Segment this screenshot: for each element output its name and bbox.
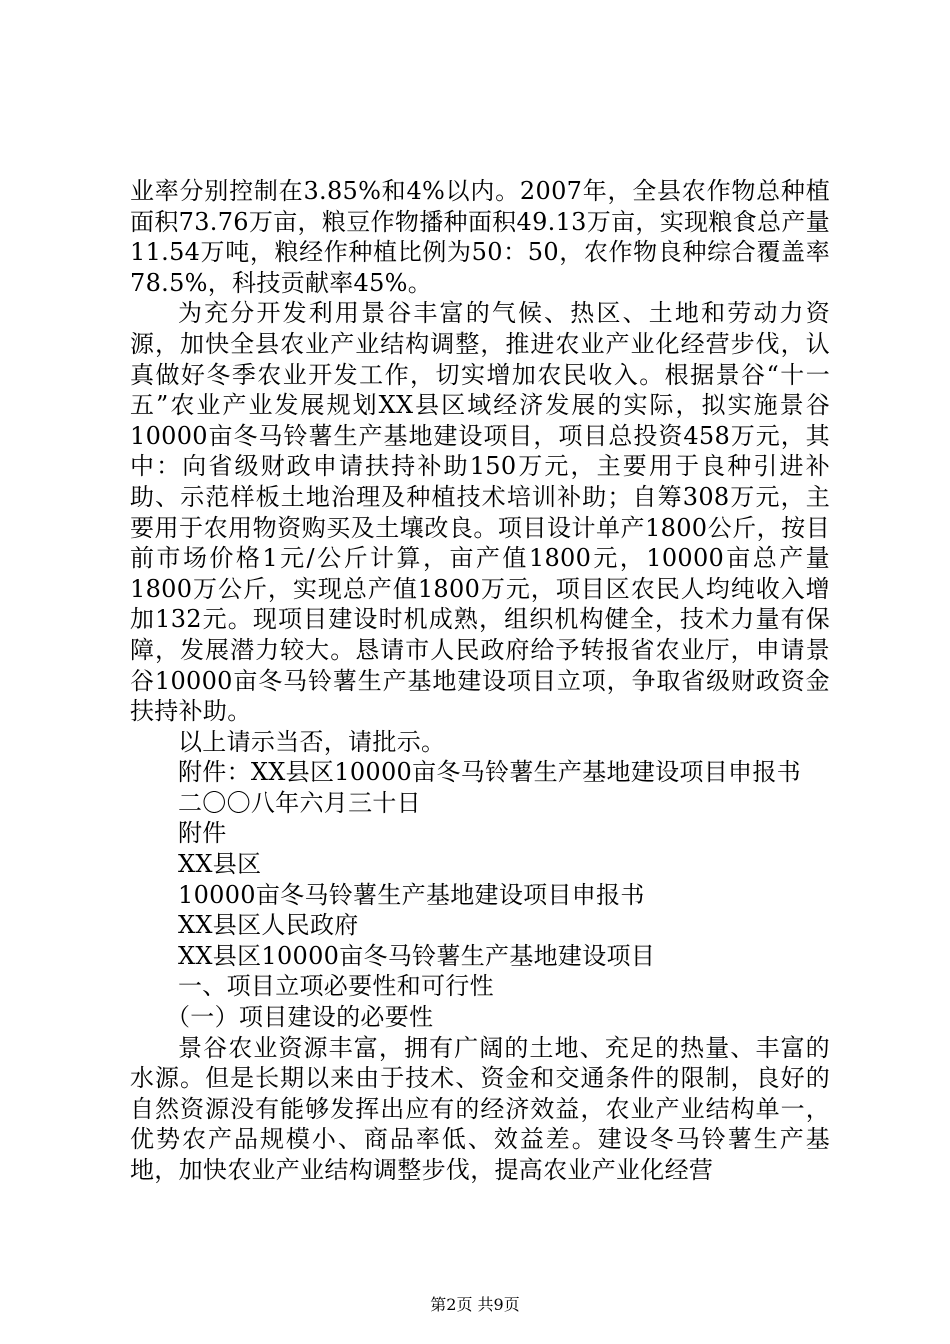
subsection-heading-1: （一）项目建设的必要性 [166,1003,434,1032]
document-date: 二〇〇八年六月三十日 [178,788,421,817]
paragraph-necessity: 景谷农业资源丰富，拥有广阔的土地、充足的热量、丰富的水源。但是长期以来由于技术、资金和交通条件的限制，良好的自然资源没有能够发挥出应有的经济效益，农业产业结构单一，优势农产品规模小、商品率低、效益差。建设冬马铃薯生产基地，加快农业产业结构调整步伐，提高农业产业化经营 [130,1033,830,1184]
attachment-line: 附件：XX县区10000亩冬马铃薯生产基地建设项目申报书 [178,758,801,787]
application-title: 10000亩冬马铃薯生产基地建设项目申报书 [178,880,645,909]
closing-request: 以上请示当否，请批示。 [178,727,446,756]
government-name: XX县区人民政府 [178,911,359,940]
attachment-heading: 附件 [178,819,227,848]
document-body [130,176,830,1186]
section-heading-1: 一、项目立项必要性和可行性 [178,972,494,1001]
project-name: XX县区10000亩冬马铃薯生产基地建设项目 [178,941,656,970]
page-number-footer: 第2页 共9页 [430,1295,520,1314]
paragraph-project-proposal: 为充分开发利用景谷丰富的气候、热区、土地和劳动力资源，加快全县农业产业结构调整，推进农业产业化经营步伐，认真做好冬季农业开发工作，切实增加农民收入。根据景谷“十一五”农业产业发展规划XX县区域经济发展的实际，拟实施景谷10000亩冬马铃薯生产基地建设项目，项目总投资458万元，其中：向省级财政申请扶持补助150万元，主要用于良种引进补助、示范样板土地治理及种植技术培训补助；自筹308万元，主要用于农用物资购买及土壤改良。项目设计单产1800公斤，按目前市场价格1元/公斤计算，亩产值1800元，10000亩总产量1800万公斤，实现总产值1800万元，项目区农民人均纯收入增加132元。现项目建设时机成熟，组织机构健全，技术力量有保障，发展潜力较大。恳请市人民政府给予转报省农业厅，申请景谷10000亩冬马铃薯生产基地建设项目立项，争取省级财政资金扶持补助。 [130,299,830,726]
county-name: XX县区 [178,850,262,879]
paragraph-statistics: 业率分别控制在3.85%和4%以内。2007年，全县农作物总种植面积73.76万亩，粮豆作物播种面积49.13万亩，实现粮食总产量11.54万吨，粮经作种植比例为50：50，农作物良种综合覆盖率78.5%，科技贡献率45%。 [130,177,830,297]
